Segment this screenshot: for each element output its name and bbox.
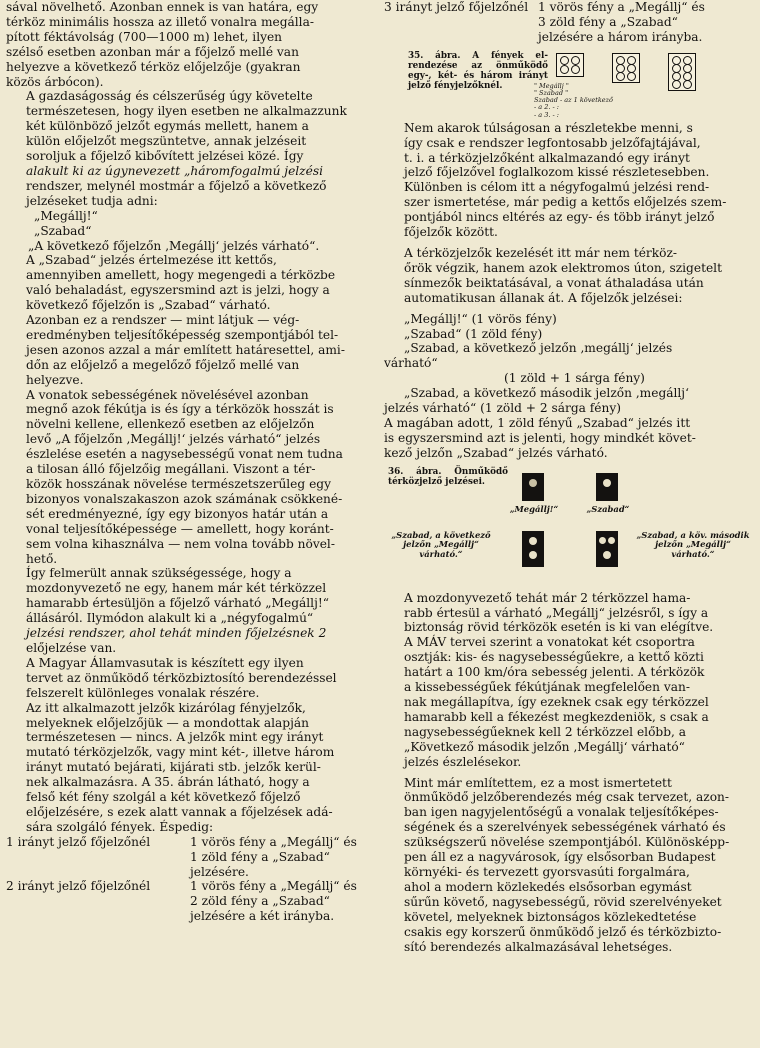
right-paragraph-1: Nem akarok túlságosan a részletekbe menni, s így csak e rendszer legfontosabb jelzőfajtájával, t. i. a térközjelzőként alkalmazandó egy irányt jelző főjelzővel foglalkozom kissé részletesebben. Különben is célom itt a négyfogalmú jelzési rend- szer ismertetése, már pedig a kettős előjelzés szem- pontjából nincs eltérés az egy- és több irányt jelző főjelzők között. xyxy=(404,120,727,240)
table-row: 3 irányt jelző főjelzőnél 1 vörös fény a „Megállj“ és 3 zöld fény a „Szabad“ jelzésére a három irányba. xyxy=(384,0,705,44)
figure-36-label-second-stop: „Szabad, a köv. második jelzőn „Megállj“ várható.“ xyxy=(636,529,750,559)
figure-36 xyxy=(384,467,754,585)
signal-aspect-list: „Megállj!“ (1 vörös fény) „Szabad“ (1 zöld fény) „Szabad, a következő jelzőn ‚megállj‘ jelzés várható“ (1 zöld + 1 sárga fény) „Szabad, a következő második jelzőn ‚megállj‘ jelzés várható“ (1 zöld + 2 sárga fény) xyxy=(384,311,689,416)
right-paragraph-2: A térközjelzők kezelését itt már nem térköz- őrök végzik, hanem azok elektromos úton, szigetelt sínmezők beiktatásával, a vonat áthaladása után automatikusan állanak át. A főjelzők jelzései: xyxy=(404,245,722,305)
signal-clear xyxy=(596,473,618,501)
left-paragraph-3: A „Szabad“ jelzés értelmezése itt kettős, amennyiben amellett, hogy megengedi a térközbe való behaladást, egyszersmind azt is jelzi, hogy a következő főjelzőn is „Szabad“ várható. xyxy=(26,253,336,313)
figure-36-label-stop: „Megállj!“ xyxy=(509,503,559,514)
left-paragraph-1: sával növelhető. Azonban ennek is van határa, egy térköz minimális hossza az illető vonalra megálla- pított féktávolság (700—1000 m) lehet, ilyen szélső esetben azonban már a főjelző mellé van helyezve a következő térköz előjelzője (gyakran közös árbócon). xyxy=(6,0,319,89)
right-column xyxy=(384,0,754,954)
right-paragraph-4: A mozdonyvezető tehát már 2 térközzel hama- rabb értesül a várható „Megállj“ jelzésről, s így a biztonság rövid térközök esetén is ki van elégítve. A MÁV tervei szerint a vonatokat két csoportra osztják: kis- és nagysebességűekre, a kettő közti határt a 100 km/óra sebesség jelenti. A térközök a kissebességűek fékútjának megfelelően van- nak megállapítva, így ezeknek csak egy térközzel hamarabb kell a fékezést megkezdeniök, s csak a nagysebességűeknek kell 2 térközzel előbb, a „Következő második jelzőn ‚Megállj‘ várható“ jelzés észlelésekor. xyxy=(404,590,714,769)
signal-head-two-direction xyxy=(612,53,640,83)
signal-head-one-direction xyxy=(556,53,584,77)
left-paragraph-7: A Magyar Államvasutak is készített egy ilyen tervet az önműködő térközbiztosító berendezéssel felszerelt különleges vonalak részére. xyxy=(26,655,337,700)
right-paragraph-5: Mint már említettem, ez a most ismertetett önműködő jelzőberendezés még csak tervezet, azon- ban igen nagyjelentőségű a vonalak teljesítőképes- ségének és a szerelvények sebességének várható és szükségszerű növelése szempontjából. Különösképp- pen áll ez a nagyvárosok, így elsősorban Budapest környéki- és tervezett gyorsvasúti forgalmára, ahol a modern közlekedés elsősorban egymást sűrűn követő, nagysebességű, rövid szerelvényeket követel, melyeknek biztonságos közlekedtetése csakis egy korszerű önműködő jelző és térközbizto- sító berendezés alkalmazásával lehetséges. xyxy=(404,775,730,954)
figure-36-caption: 36. ábra. Önműködő térközjelző jelzései. xyxy=(388,466,508,487)
figure-36-label-clear: „Szabad“ xyxy=(586,503,630,514)
signal-list: „Megállj!“ „Szabad“ „A következő főjelzőn ‚Megállj‘ jelzés várható“. xyxy=(28,208,320,253)
signal-table xyxy=(6,835,372,924)
left-paragraph-6: Így felmerült annak szükségessége, hogy a mozdonyvezető ne egy, hanem már két térközzel hamarabb értesüljön a főjelző várható „Megállj!“ állásáról. Ilymódon alakult ki a „négyfogalmú“ jelzési rendszer, ahol tehát minden főjelzésnek 2 előjelzése van. xyxy=(26,566,329,655)
signal-clear-next-stop xyxy=(522,531,544,567)
figure-35-caption: 35. ábra. A fények el-rendezése az önműködő egy-, két- és három irányt jelző fényjelzőknél. xyxy=(408,50,548,91)
signal-stop xyxy=(522,473,544,501)
signal-clear-second-stop xyxy=(596,531,618,567)
table-row: 1 irányt jelző főjelzőnél 1 vörös fény a „Megállj“ és 1 zöld fény a „Szabad“ jelzésére. xyxy=(6,834,357,879)
left-paragraph-2: A gazdaságosság és célszerűség úgy követelte természetesen, hogy ilyen esetben ne alkalmazzunk két különböző jelzőt egymás mellett, hanem a külön előjelzőt megszüntetve, annak jelzéseit soroljuk a főjelző kibővített jelzései közé. Így alakult ki az úgynevezett „háromfogalmú jelzési rendszer, melynél mostmár a főjelző a következő jelzéseket tudja adni: xyxy=(26,89,347,208)
figure-35 xyxy=(384,49,754,119)
left-paragraph-4: Azonban ez a rendszer — mint látjuk — vég- eredményben teljesítőképesség szempontjából tel- jesen azonos azzal a már említett határesettel, ami- dőn az előjelző a megelőző főjelző mellé van helyezve. xyxy=(26,313,345,387)
right-paragraph-3: A magában adott, 1 zöld fényű „Szabad“ jelzés itt is egyszersmind azt is jelenti, hogy mindkét követ- kező jelzőn „Szabad“ jelzés várható. xyxy=(384,415,696,460)
table-row: 2 irányt jelző főjelzőnél 1 vörös fény a „Megállj“ és 2 zöld fény a „Szabad“ jelzésére a két irányba. xyxy=(6,879,357,924)
figure-35-legend: " Megállj " " Szabad " Szabad - az 1 következő - a 2. - : - a 3. - : xyxy=(534,81,613,119)
figure-36-label-next-stop: „Szabad, a következő jelzőn „Megállj“ várható.“ xyxy=(391,529,491,559)
left-column xyxy=(6,0,372,924)
left-paragraph-8: Az itt alkalmazott jelzők kizárólag fényjelzők, melyeknek előjelzőjük — a mondottak alapján természetesen — nincs. A jelzők mint egy irányt mutató térközjelzők, vagy mint két-, illetve három irányt mutató bejárati, kijárati stb. jelzők kerül- nek alkalmazásra. A 35. ábrán látható, hogy a felső két fény szolgál a két következő főjelző előjelzésére, s ezek alatt vannak a főjelzések adá- sára szolgáló fények. Éspedig: xyxy=(26,700,335,834)
left-paragraph-5: A vonatok sebességének növelésével azonban megnő azok fékútja is és így a térközök hosszát is növelni kellene, ellenkező esetben az előjelzőn levő „A főjelzőn ‚Megállj!‘ jelzés várható“ jelzés észlelése esetén a nagysebességű vonat nem tudna a tilosan álló főjelzőig megállani. Viszont a tér- közök hosszának növelése természetszerűleg egy bizonyos vonalszakaszon azok számának csökkené- sét eredményezné, így egy bizonyos határ után a vonal teljesítőképessége — amellett, hogy koránt- sem volna kihasználva — nem volna tovább növel- hető. xyxy=(26,387,343,566)
